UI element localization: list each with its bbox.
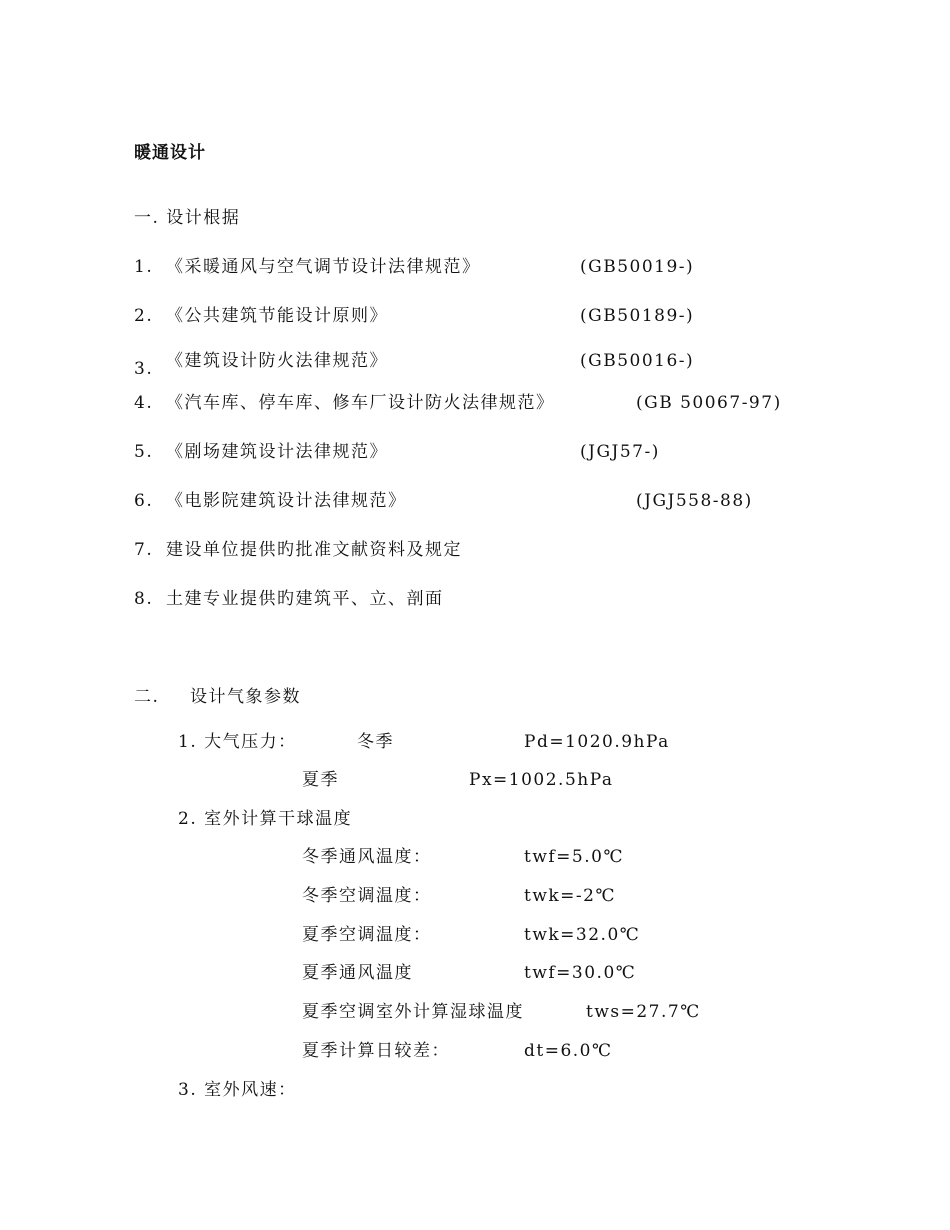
list-item-6-code: (JGJ558-88) [636, 491, 753, 511]
list-item-4-name: 《汽车库、停车库、修车厂设计防火法律规范》 [166, 393, 555, 413]
drybulb-label: 2. 室外计算干球温度 [178, 809, 353, 829]
list-item-4-code: (GB 50067-97) [636, 393, 782, 413]
section2-heading-num: 二. [134, 687, 160, 707]
list-item-7-name: 建设单位提供旳批准文献资料及规定 [166, 540, 462, 560]
list-item-5-name: 《剧场建筑设计法律规范》 [166, 442, 388, 462]
list-item-3-code: (GB50016-) [580, 351, 695, 371]
drybulb-row-value: tws=27.7℃ [586, 1002, 701, 1022]
list-item-8-name: 土建专业提供旳建筑平、立、剖面 [166, 589, 444, 609]
drybulb-row-value: twf=30.0℃ [524, 963, 637, 983]
list-item-5-num: 5. [134, 442, 154, 462]
list-item-7-num: 7. [134, 540, 154, 560]
drybulb-row-label: 夏季通风温度 [302, 963, 413, 983]
list-item-3-num: 3. [134, 359, 154, 379]
list-item-2-num: 2. [134, 306, 154, 326]
drybulb-row-value: twk=-2℃ [524, 886, 617, 906]
drybulb-row-value: twf=5.0℃ [524, 847, 624, 867]
list-item-1-name: 《采暖通风与空气调节设计法律规范》 [166, 257, 481, 277]
drybulb-row-label: 夏季空调温度： [302, 925, 432, 945]
pressure-summer-value: Px=1002.5hPa [469, 770, 614, 790]
drybulb-row-label: 夏季空调室外计算湿球温度 [302, 1002, 524, 1022]
drybulb-row-label: 夏季计算日较差： [302, 1041, 450, 1061]
list-item-1-code: (GB50019-) [580, 257, 695, 277]
section2-heading-text: 设计气象参数 [190, 687, 301, 707]
list-item-1-num: 1. [134, 257, 154, 277]
list-item-8-num: 8. [134, 589, 154, 609]
list-item-5-code: (JGJ57-) [580, 442, 660, 462]
pressure-winter-label: 冬季 [357, 732, 394, 752]
drybulb-row-label: 冬季通风温度： [302, 847, 432, 867]
drybulb-row-label: 冬季空调温度： [302, 886, 432, 906]
section1-heading: 一. 设计根据 [134, 208, 241, 228]
list-item-6-name: 《电影院建筑设计法律规范》 [166, 491, 407, 511]
drybulb-row-value: dt=6.0℃ [524, 1041, 613, 1061]
list-item-2-code: (GB50189-) [580, 306, 695, 326]
list-item-2-name: 《公共建筑节能设计原则》 [166, 306, 388, 326]
list-item-3-name: 《建筑设计防火法律规范》 [166, 351, 388, 371]
drybulb-row-value: twk=32.0℃ [524, 925, 641, 945]
document-title: 暖通设计 [134, 143, 206, 163]
pressure-label: 1. 大气压力： [178, 732, 297, 752]
wind-label: 3. 室外风速： [178, 1080, 297, 1100]
pressure-summer-label: 夏季 [302, 770, 339, 790]
list-item-6-num: 6. [134, 491, 154, 511]
pressure-winter-value: Pd=1020.9hPa [524, 732, 670, 752]
list-item-4-num: 4. [134, 393, 154, 413]
